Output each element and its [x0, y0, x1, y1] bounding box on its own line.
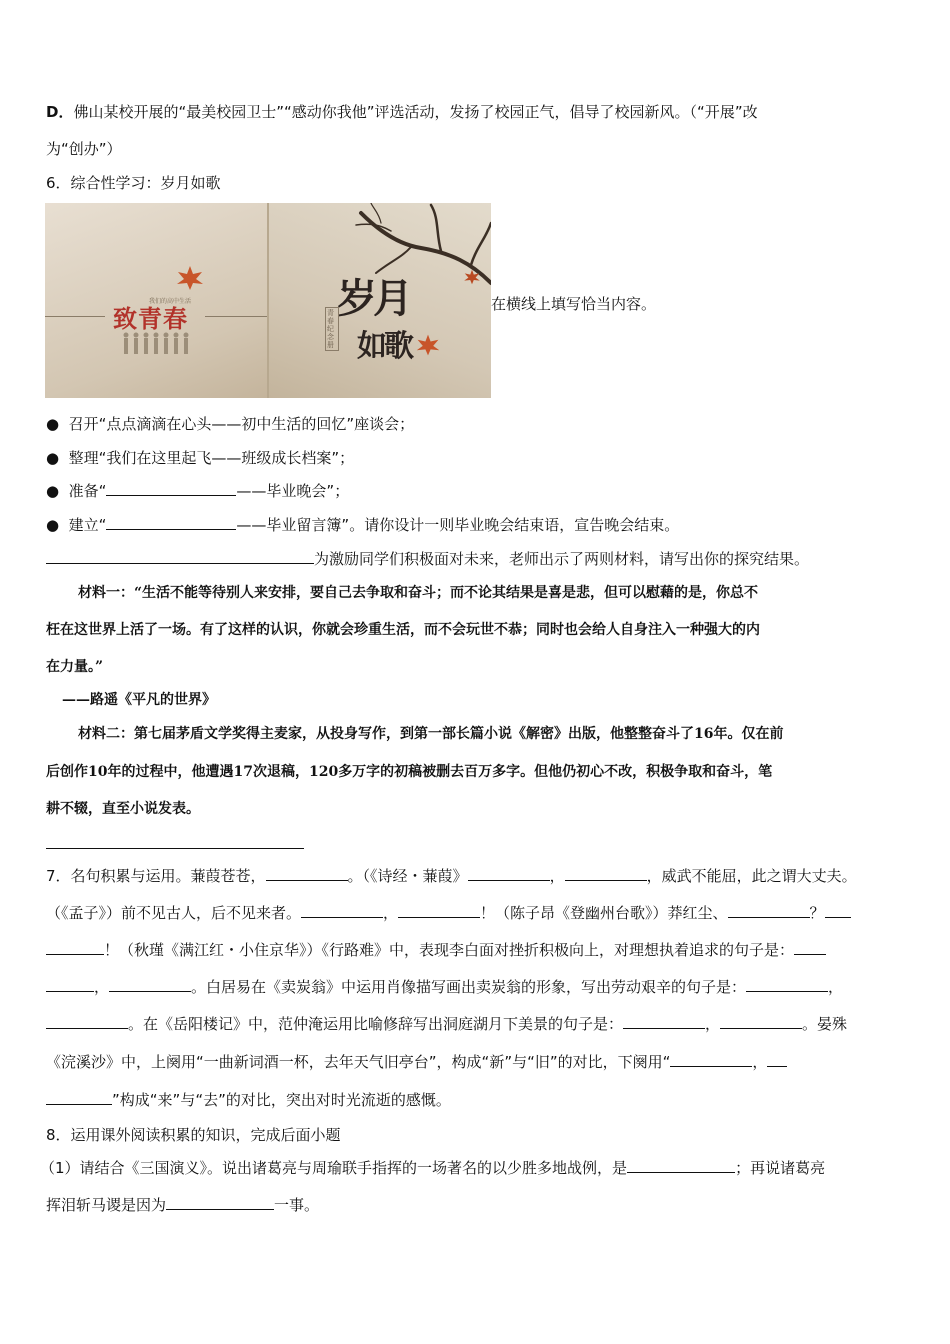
q7-text: 。（《诗经・蒹葭》 [347, 867, 468, 885]
material-1-line-1: 材料一：“生活不能等待别人来安排，要自己去争取和奋斗；而不论其结果是喜是悲，但可以慰藉的是，你总不 [78, 585, 759, 601]
answer-blank[interactable] [166, 1195, 274, 1210]
bullet-item-2 [46, 448, 910, 468]
answer-blank[interactable] [266, 866, 348, 881]
q8-text: 一事。 [274, 1196, 320, 1214]
q7-text: 《浣溪沙》中，上阕用“一曲新词酒一杯，去年天气旧亭台”，构成“新”与“旧”的对比，下阕用“ [46, 1053, 671, 1071]
q7-text: 。白居易在《卖炭翁》中运用肖像描写画出卖炭翁的形象，写出劳动艰辛的句子是： [191, 978, 747, 996]
left-caption: 致青春 [113, 304, 188, 333]
q7-text: ！（秋瑾《满江红・小住京华》）《行路难》中，表现李白面对挫折积极向上，对理想执着追求的句子是： [104, 941, 795, 959]
q7-text: ， [383, 904, 399, 922]
q7-text: 。在《岳阳楼记》中，范仲淹运用比喻修辞写出洞庭湖月下美景的句子是： [128, 1015, 624, 1033]
bullet-item-text: ——毕业留言簿”。请你设计一则毕业晚会结束语，宣告晚会结束。 [236, 516, 680, 534]
q7-line-2 [46, 903, 910, 923]
option-d-line-1 [46, 102, 910, 122]
option-d-text: 佛山某校开展的“最美校园卫士”“感动你我他”评选活动，发扬了校园正气，倡导了校园新风。（“开展”改 [73, 103, 758, 121]
answer-blank[interactable] [670, 1052, 752, 1067]
q7-text: ”构成“来”与“去”的对比，突出对时光流逝的感慨。 [112, 1091, 451, 1109]
image-rule [45, 316, 105, 317]
answer-blank[interactable] [767, 1052, 787, 1067]
material-2-line-1: 材料二：第七届茅盾文学奖得主麦家，从投身写作，到第一部长篇小说《解密》出版，他整整奋斗了16年。仅在前 [78, 726, 784, 742]
material-2-line-3: 耕不辍，直至小说发表。 [46, 801, 200, 817]
q6-closing-line [46, 549, 910, 569]
option-d-letter: D． [46, 103, 74, 121]
q8-text: （1）请结合《三国演义》。说出诸葛亮与周瑜联手指挥的一场著名的以少胜多地战例，是 [40, 1159, 628, 1177]
bullet-icon: ● [46, 482, 60, 500]
q7-text: ， [549, 867, 565, 885]
answer-blank[interactable] [565, 866, 647, 881]
q6-after-blank-text: 为激励同学们积极面对未来，老师出示了两则材料，请写出你的探究结果。 [314, 550, 810, 568]
q7-text: （《孟子》）前不见古人，后不见来者。 [46, 904, 302, 922]
answer-blank[interactable] [109, 977, 191, 992]
answer-blank[interactable] [46, 940, 104, 955]
image-after-text: 在横线上填写恰当内容。 [491, 295, 657, 313]
answer-blank[interactable] [46, 1090, 112, 1105]
bullet-item-text: ——毕业晚会”； [236, 482, 350, 500]
bullet-icon: ● [46, 415, 60, 433]
maple-leaf-icon [175, 265, 205, 291]
q7-text: ， [94, 978, 110, 996]
bullet-item-4 [46, 515, 910, 535]
q7-text: ？ [809, 904, 825, 922]
answer-blank[interactable] [627, 1158, 735, 1173]
answer-blank[interactable] [623, 1014, 705, 1029]
q7-text: ， [705, 1015, 721, 1033]
right-title-2: 如歌 [357, 329, 411, 364]
q7-line-3 [46, 940, 910, 960]
q7-text: ， [828, 978, 844, 996]
answer-blank[interactable] [46, 977, 94, 992]
material-1-line-2: 枉在这世界上活了一场。有了这样的认识，你就会珍重生活，而不会玩世不恭；同时也会给人自身注入一种强大的内 [46, 622, 760, 638]
material-2-line-2: 后创作10年的过程中，他遭遇17次退稿，120多万字的初稿被删去百万多字。但他仍初心不改，积极争取和奋斗，笔 [46, 764, 773, 780]
q7-text: 。晏殊 [802, 1015, 848, 1033]
answer-blank[interactable] [106, 481, 236, 496]
q7-line-7 [46, 1090, 910, 1110]
q7-line-4 [46, 977, 910, 997]
left-small-caption: 我们的高中生活 [149, 298, 192, 305]
sui-yue-ru-ge-image [45, 203, 491, 398]
bullet-item-1 [46, 414, 910, 434]
q7-line-5 [46, 1014, 910, 1034]
q8-title: 8．运用课外阅读积累的知识，完成后面小题 [46, 1126, 341, 1144]
q8-text: ；再说诸葛亮 [735, 1159, 826, 1177]
bullet-item-text: 建立“ [68, 516, 107, 534]
answer-blank[interactable] [398, 903, 480, 918]
bullet-icon: ● [46, 449, 60, 467]
q8-part1-line-2 [46, 1195, 910, 1215]
bullet-item-3 [46, 481, 910, 501]
answer-blank[interactable] [468, 866, 550, 881]
q7-text: 7．名句积累与运用。蒹葭苍苍， [46, 867, 266, 885]
q8-text: 挥泪斩马谡是因为 [46, 1196, 167, 1214]
option-d-line-2: 为“创办”） [46, 140, 122, 158]
answer-blank[interactable] [106, 515, 236, 530]
bullet-icon: ● [46, 516, 60, 534]
q6-title: 6．综合性学习：岁月如歌 [46, 174, 221, 192]
q7-line-1 [46, 866, 910, 886]
maple-leaf-icon [463, 269, 481, 285]
q7-text: ，威武不能屈，此之谓大丈夫。 [646, 867, 857, 885]
answer-line[interactable] [46, 848, 304, 849]
right-title-1: 岁月 [337, 275, 409, 322]
answer-blank[interactable] [794, 940, 826, 955]
q7-line-6 [46, 1052, 910, 1072]
people-silhouettes-icon [121, 331, 191, 355]
q7-text: ！（陈子昂《登幽州台歌》）莽红尘、 [480, 904, 728, 922]
image-rule [205, 316, 267, 317]
answer-blank[interactable] [720, 1014, 802, 1029]
answer-blank[interactable] [46, 549, 314, 564]
right-small-caption: 青春纪念册 [325, 307, 339, 351]
q8-part1-line-1 [40, 1158, 910, 1178]
maple-leaf-icon [415, 333, 441, 357]
answer-blank[interactable] [301, 903, 383, 918]
q7-text: ， [752, 1053, 768, 1071]
answer-blank[interactable] [728, 903, 810, 918]
answer-blank[interactable] [46, 1014, 128, 1029]
bullet-item-text: 整理“我们在这里起飞——班级成长档案”； [68, 449, 355, 467]
answer-blank[interactable] [825, 903, 851, 918]
bullet-item-text: 准备“ [68, 482, 107, 500]
bullet-item-text: 召开“点点滴滴在心头——初中生活的回忆”座谈会； [68, 415, 415, 433]
material-1-line-3: 在力量。” [46, 659, 104, 675]
material-1-source: ——路遥《平凡的世界》 [62, 692, 216, 708]
answer-blank[interactable] [746, 977, 828, 992]
